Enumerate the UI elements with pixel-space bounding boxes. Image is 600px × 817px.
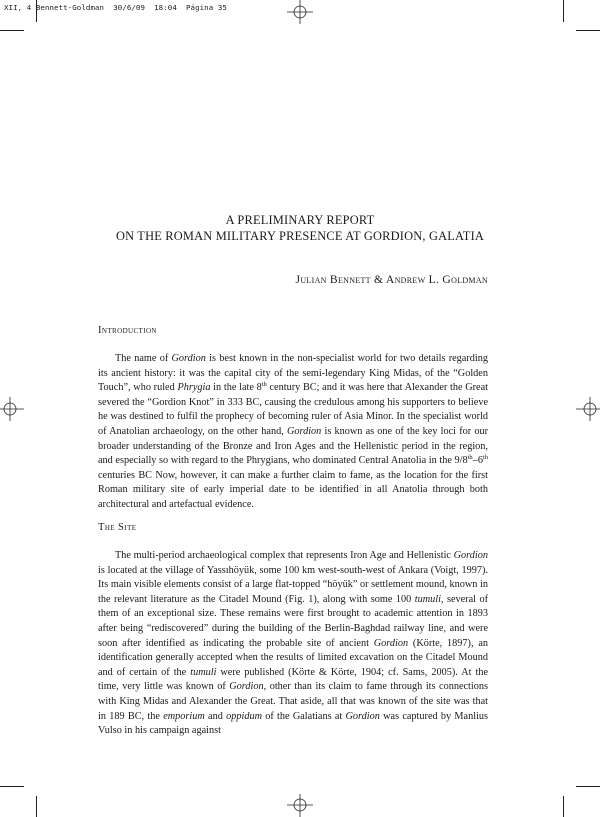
crop-mark-top-left-v (36, 0, 37, 22)
crop-mark-bottom-right (576, 786, 600, 787)
registration-mark-left-icon (0, 397, 24, 421)
registration-mark-top-icon (287, 0, 313, 24)
crop-mark-top-left (0, 30, 24, 31)
title-line-2: ON THE ROMAN MILITARY PRESENCE AT GORDION, GALATIA (115, 229, 485, 243)
crop-mark-bottom-left-v (36, 796, 37, 817)
crop-mark-top-right (576, 30, 600, 31)
crop-mark-bottom-left (0, 786, 24, 787)
crop-mark-top-right-v (563, 0, 564, 22)
registration-mark-right-icon (576, 397, 600, 421)
crop-mark-bottom-right-v (563, 796, 564, 817)
site-paragraph: The multi-period archaeological complex that represents Iron Age and Hellenistic Gordion is located at the village of Yassıhöyük, some 100 km west-south-west of Ankara (Voigt, 1997). Its main visible elements consist of a large flat-topped “höyük” or settlement mound, known in the relevant literature as the Citadel Mound (Fig. 1), along with some 100 tumuli, several of them of an exceptional size. These remains were first brought to academic attention in 1893 after being “rediscovered” during the building of the Berlin-Baghdad railway line, and were soon after identified as indicating the probable site of ancient Gordion (Körte, 1897), an identification generally accepted when the results of limited excavation on the Citadel Mound and of certain of the tumuli were published (Körte & Körte, 1904; cf. Sams, 2005). At the time, very little was known of Gordion, other than its claim to fame through its connections with King Midas and Alexander the Great. That aside, all that was known of the site was that in 189 BC, the emporium and oppidum of the Galatians at Gordion was captured by Manlius Vulso in his campaign against (98, 550, 489, 737)
print-slug: XII, 4 Bennett-Goldman 30/6/09 18:04 Página 35 (4, 3, 227, 12)
article-title (0, 212, 600, 244)
section-heading-the-site: The Site (98, 522, 137, 533)
article-authors: Julian Bennett & Andrew L. Goldman (295, 273, 488, 286)
title-line-1: A PRELIMINARY REPORT (225, 213, 375, 227)
registration-mark-bottom-icon (287, 794, 313, 817)
section-heading-introduction: Introduction (98, 325, 157, 336)
introduction-paragraph: The name of Gordion is best known in the non-specialist world for two details regarding its ancient history: it was the capital city of the semi-legendary King Midas, of the “Golden Touch”, who ruled Phrygia in the late 8th century BC; and it was here that Alexander the Great severed the “Gordion Knot” in 333 BC, causing the credulous among his supporters to believe he was destined to fulfil the prophecy of becoming ruler of Asia Minor. In the specialist world of Anatolian archaeology, on the other hand, Gordion is known as one of the key loci for our broader understanding of the Bronze and Iron Ages and the Hellenistic period in the region, and especially so with regard to the Phrygians, who dominated Central Anatolia in the 9/8th–6th centuries BC Now, however, it can make a further claim to fame, as the location for the first Roman military site of early imperial date to be identified in all Anatolia through both architectural and artefactual evidence. (98, 353, 489, 510)
